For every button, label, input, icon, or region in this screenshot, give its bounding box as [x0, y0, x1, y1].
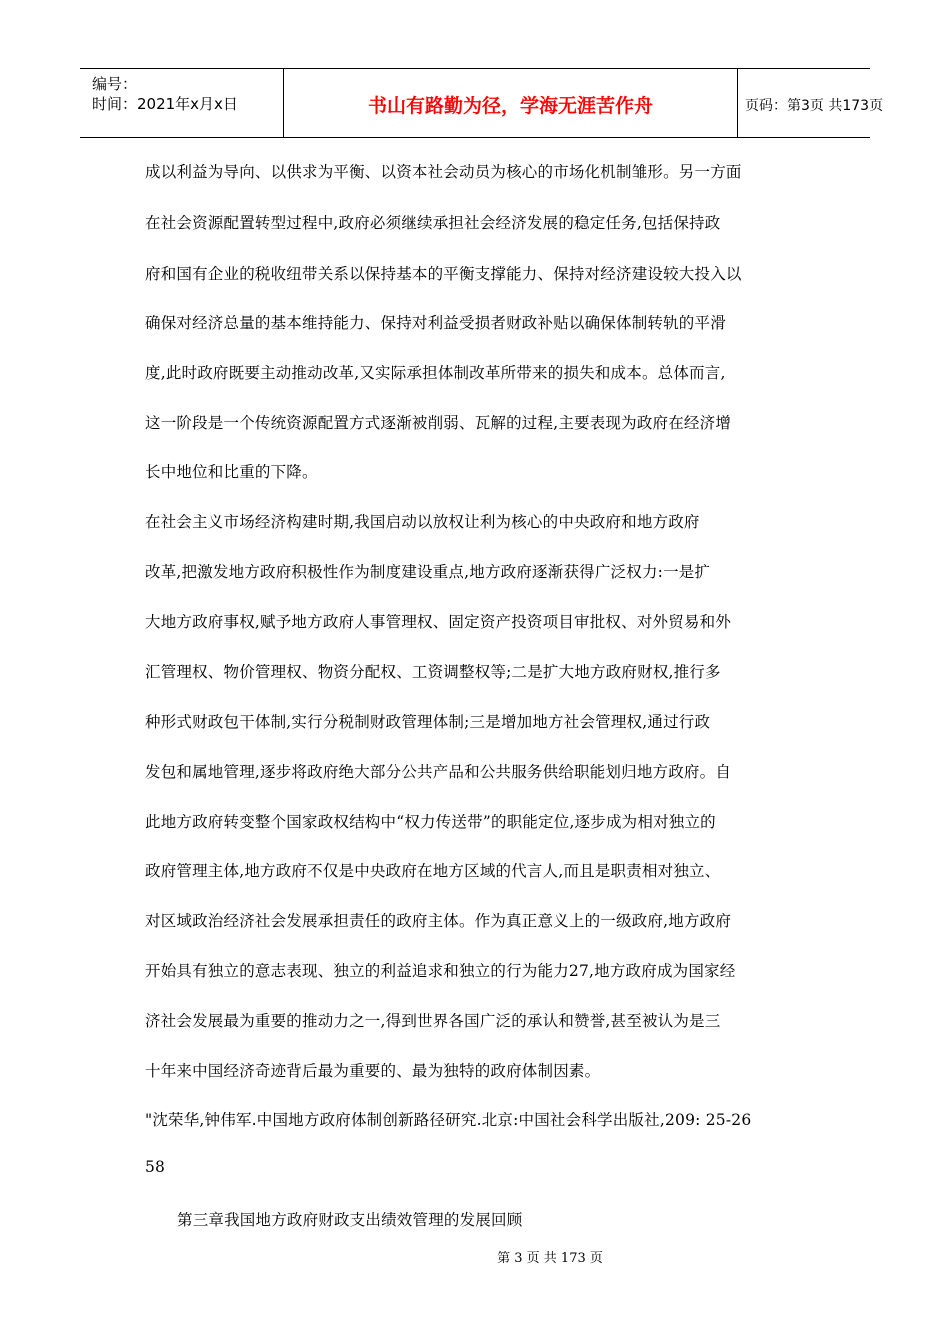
body-line: 种形式财政包干体制,实行分税制财政管理体制;三是增加地方社会管理权,通过行政	[145, 713, 711, 731]
body-line: 政府管理主体,地方政府不仅是中央政府在地方区域的代言人,而且是职责相对独立、	[145, 862, 721, 880]
footnote-line: "沈荣华,钟伟军.中国地方政府体制创新路径研究.北京:中国社会科学出版社,209: 25-26	[145, 1111, 752, 1129]
body-line: 度,此时政府既要主动推动改革,又实际承担体制改革所带来的损失和成本。总体而言,	[145, 364, 726, 382]
body-line: 发包和属地管理,逐步将政府绝大部分公共产品和公共服务供给职能划归地方政府。自	[145, 763, 732, 781]
paragraph-start-line: 在社会主义市场经济构建时期,我国启动以放权让利为核心的中央政府和地方政府	[145, 513, 700, 531]
document-number-label: 编号：	[92, 75, 138, 93]
header-motto-cell	[283, 69, 738, 137]
body-line: 确保对经济总量的基本维持能力、保持对利益受损者财政补贴以确保体制转轨的平滑	[145, 314, 726, 332]
body-line: 此地方政府转变整个国家政权结构中“权力传送带”的职能定位,逐步成为相对独立的	[145, 813, 716, 831]
header-page-cell	[737, 69, 884, 137]
body-line: 成以利益为导向、以供求为平衡、以资本社会动员为核心的市场化机制雏形。另一方面	[145, 163, 742, 181]
footer-page-number: 第 3 页 共 173 页	[497, 1251, 603, 1266]
body-line: 改革,把激发地方政府积极性作为制度建设重点,地方政府逐渐获得广泛权力:一是扩	[145, 563, 711, 581]
body-line: 汇管理权、物价管理权、物资分配权、工资调整权等;二是扩大地方政府财权,推行多	[145, 663, 721, 681]
header-motto: 书山有路勤为径，学海无涯苦作舟	[367, 95, 653, 117]
body-line: 在社会资源配置转型过程中,政府必须继续承担社会经济发展的稳定任务,包括保持政	[145, 214, 721, 232]
body-line: 开始具有独立的意志表现、独立的利益追求和独立的行为能力27,地方政府成为国家经	[145, 962, 736, 980]
page-footer	[0, 1247, 950, 1266]
body-line: 长中地位和比重的下降。	[145, 463, 318, 481]
chapter-heading: 第三章我国地方政府财政支出绩效管理的发展回顾	[177, 1211, 523, 1229]
footnote-page-number: 58	[145, 1158, 166, 1176]
header-page-info: 页码：第3页 共173页	[745, 98, 884, 114]
header-left-cell	[80, 69, 283, 137]
document-date-label: 时间：2021年x月x日	[92, 95, 238, 113]
body-line: 对区域政治经济社会发展承担责任的政府主体。作为真正意义上的一级政府,地方政府	[145, 912, 732, 930]
body-line: 济社会发展最为重要的推动力之一,得到世界各国广泛的承认和赞誉,甚至被认为是三	[145, 1012, 721, 1030]
header-table	[80, 68, 884, 138]
body-line: 府和国有企业的税收纽带关系以保持基本的平衡支撑能力、保持对经济建设较大投入以	[145, 265, 742, 283]
body-line: 大地方政府事权,赋予地方政府人事管理权、固定资产投资项目审批权、对外贸易和外	[145, 613, 732, 631]
body-line: 十年来中国经济奇迹背后最为重要的、最为独特的政府体制因素。	[145, 1062, 601, 1080]
body-line: 这一阶段是一个传统资源配置方式逐渐被削弱、瓦解的过程,主要表现为政府在经济增	[145, 414, 732, 432]
